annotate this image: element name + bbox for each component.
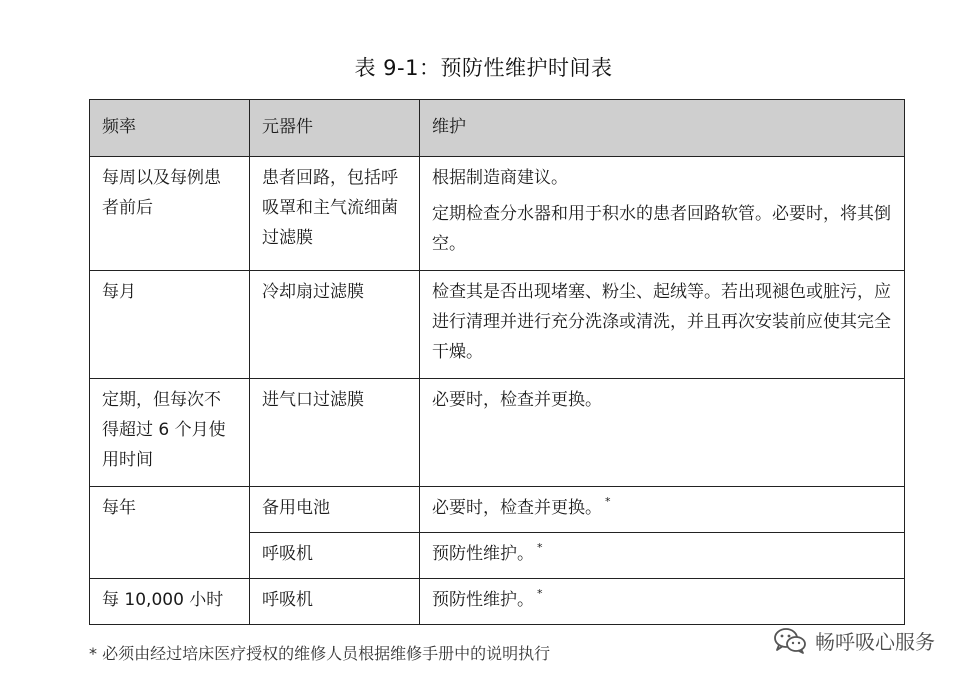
maintenance-text: 预防性维护。: [432, 590, 534, 610]
frequency-cell: 每 10,000 小时: [90, 579, 250, 625]
wechat-icon: [773, 627, 807, 655]
maintenance-text: 必要时，检查并更换。: [432, 498, 602, 518]
component-cell: 呼吸机: [250, 579, 420, 625]
component-cell: 进气口过滤膜: [250, 379, 420, 487]
maintenance-text: 预防性维护。: [432, 544, 534, 564]
table-row: [90, 157, 905, 271]
table-title: 表 9-1：预防性维护时间表: [354, 56, 613, 80]
header-component: 元器件: [250, 100, 420, 157]
footnote: * 必须由经过培床医疗授权的维修人员根据维修手册中的说明执行: [89, 644, 551, 663]
component-cell: 冷却扇过滤膜: [250, 271, 420, 379]
maintenance-cell: 检查其是否出现堵塞、粉尘、起绒等。若出现褪色或脏污，应进行清理并进行充分洗涤或清洗，并且再次安装前应使其完全干燥。: [420, 271, 905, 379]
watermark: [773, 626, 935, 655]
maintenance-text: 定期检查分水器和用于积水的患者回路软管。必要时，将其倒空。: [432, 204, 891, 254]
maintenance-cell: [420, 157, 905, 271]
frequency-cell: 每周以及每例患者前后: [90, 157, 250, 271]
maintenance-cell: [420, 533, 905, 579]
frequency-cell: 每年: [90, 487, 250, 579]
frequency-cell: 每月: [90, 271, 250, 379]
header-maintenance: 维护: [420, 100, 905, 157]
footnote-mark: *: [605, 495, 611, 508]
maintenance-cell: [420, 579, 905, 625]
table-row: [90, 271, 905, 379]
component-cell: 呼吸机: [250, 533, 420, 579]
watermark-text: 畅呼吸心服务: [815, 630, 935, 654]
component-cell: 患者回路，包括呼吸罩和主气流细菌过滤膜: [250, 157, 420, 271]
table-header-row: [90, 100, 905, 157]
maintenance-text: 根据制造商建议。: [432, 168, 568, 188]
maintenance-cell: 必要时，检查并更换。: [420, 379, 905, 487]
footnote-mark: *: [537, 541, 543, 554]
maintenance-cell: [420, 487, 905, 533]
frequency-cell: 定期，但每次不得超过 6 个月使用时间: [90, 379, 250, 487]
header-frequency: 频率: [90, 100, 250, 157]
component-cell: 备用电池: [250, 487, 420, 533]
table-row: [90, 487, 905, 533]
table-row: [90, 579, 905, 625]
maintenance-table: [89, 99, 905, 625]
footnote-mark: *: [537, 587, 543, 600]
table-row: [90, 379, 905, 487]
